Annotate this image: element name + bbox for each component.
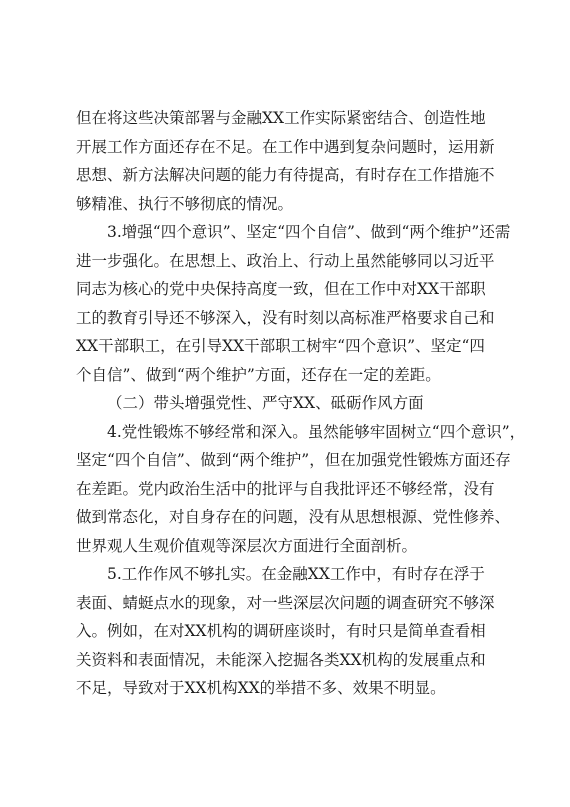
text-line: 世界观人生观价值观等深层次方面进行全面剖析。 — [76, 536, 418, 555]
item-3-heading-line: 3.增强“四个意识”、坚定“四个自信”、做到“两个维护”还需 — [107, 223, 511, 241]
text-line: 工的教育引导还不够深入，没有时刻以高标准严格要求自己和 — [76, 308, 495, 327]
text-line: 进一步强化。在思想上、政治上、行动上虽然能够同以习近平 — [76, 251, 495, 270]
text-line: 坚定“四个自信”、做到“两个维护”，但在加强党性锻炼方面还存 — [76, 451, 511, 469]
text-line: 但在将这些决策部署与金融XX工作实际紧密结合、创造性地 — [76, 109, 486, 127]
text-line: 在差距。党内政治生活中的批评与自我批评还不够经常，没有 — [76, 479, 495, 498]
text-line: 不足，导致对于XX机构XX的举措不多、效果不明显。 — [76, 679, 446, 697]
text-line: 表面、蜻蜓点水的现象，对一些深层次问题的调查研究不够深 — [76, 593, 495, 612]
text-line: 关资料和表面情况，未能深入挖掘各类XX机构的发展重点和 — [76, 650, 486, 669]
text-line: 开展工作方面还存在不足。在工作中遇到复杂问题时，运用新 — [76, 137, 495, 156]
text-line: 做到常态化，对自身存在的问题，没有从思想根源、党性修养、 — [76, 508, 511, 526]
text-line: XX干部职工，在引导XX干部职工树牢“四个意识”、坚定“四 — [76, 337, 485, 355]
item-4-heading-line: 4.党性锻炼不够经常和深入。虽然能够牢固树立“四个意识”， — [107, 422, 526, 441]
text-line: 个自信”、做到“两个维护”方面，还存在一定的差距。 — [76, 365, 441, 384]
text-line: 入。例如，在对XX机构的调研座谈时，有时只是简单查看相 — [76, 622, 486, 640]
section-2-heading: （二）带头增强党性、严守XX、砥砺作风方面 — [107, 394, 424, 412]
text-line: 够精准、执行不够彻底的情况。 — [76, 194, 294, 213]
text-line: 同志为核心的党中央保持高度一致，但在工作中对XX干部职 — [76, 280, 486, 298]
body-text — [76, 104, 526, 703]
item-5-heading-line: 5.工作作风不够扎实。在金融XX工作中，有时存在浮于 — [107, 565, 485, 583]
text-line: 思想、新方法解决问题的能力有待提高，有时存在工作措施不 — [76, 166, 495, 184]
